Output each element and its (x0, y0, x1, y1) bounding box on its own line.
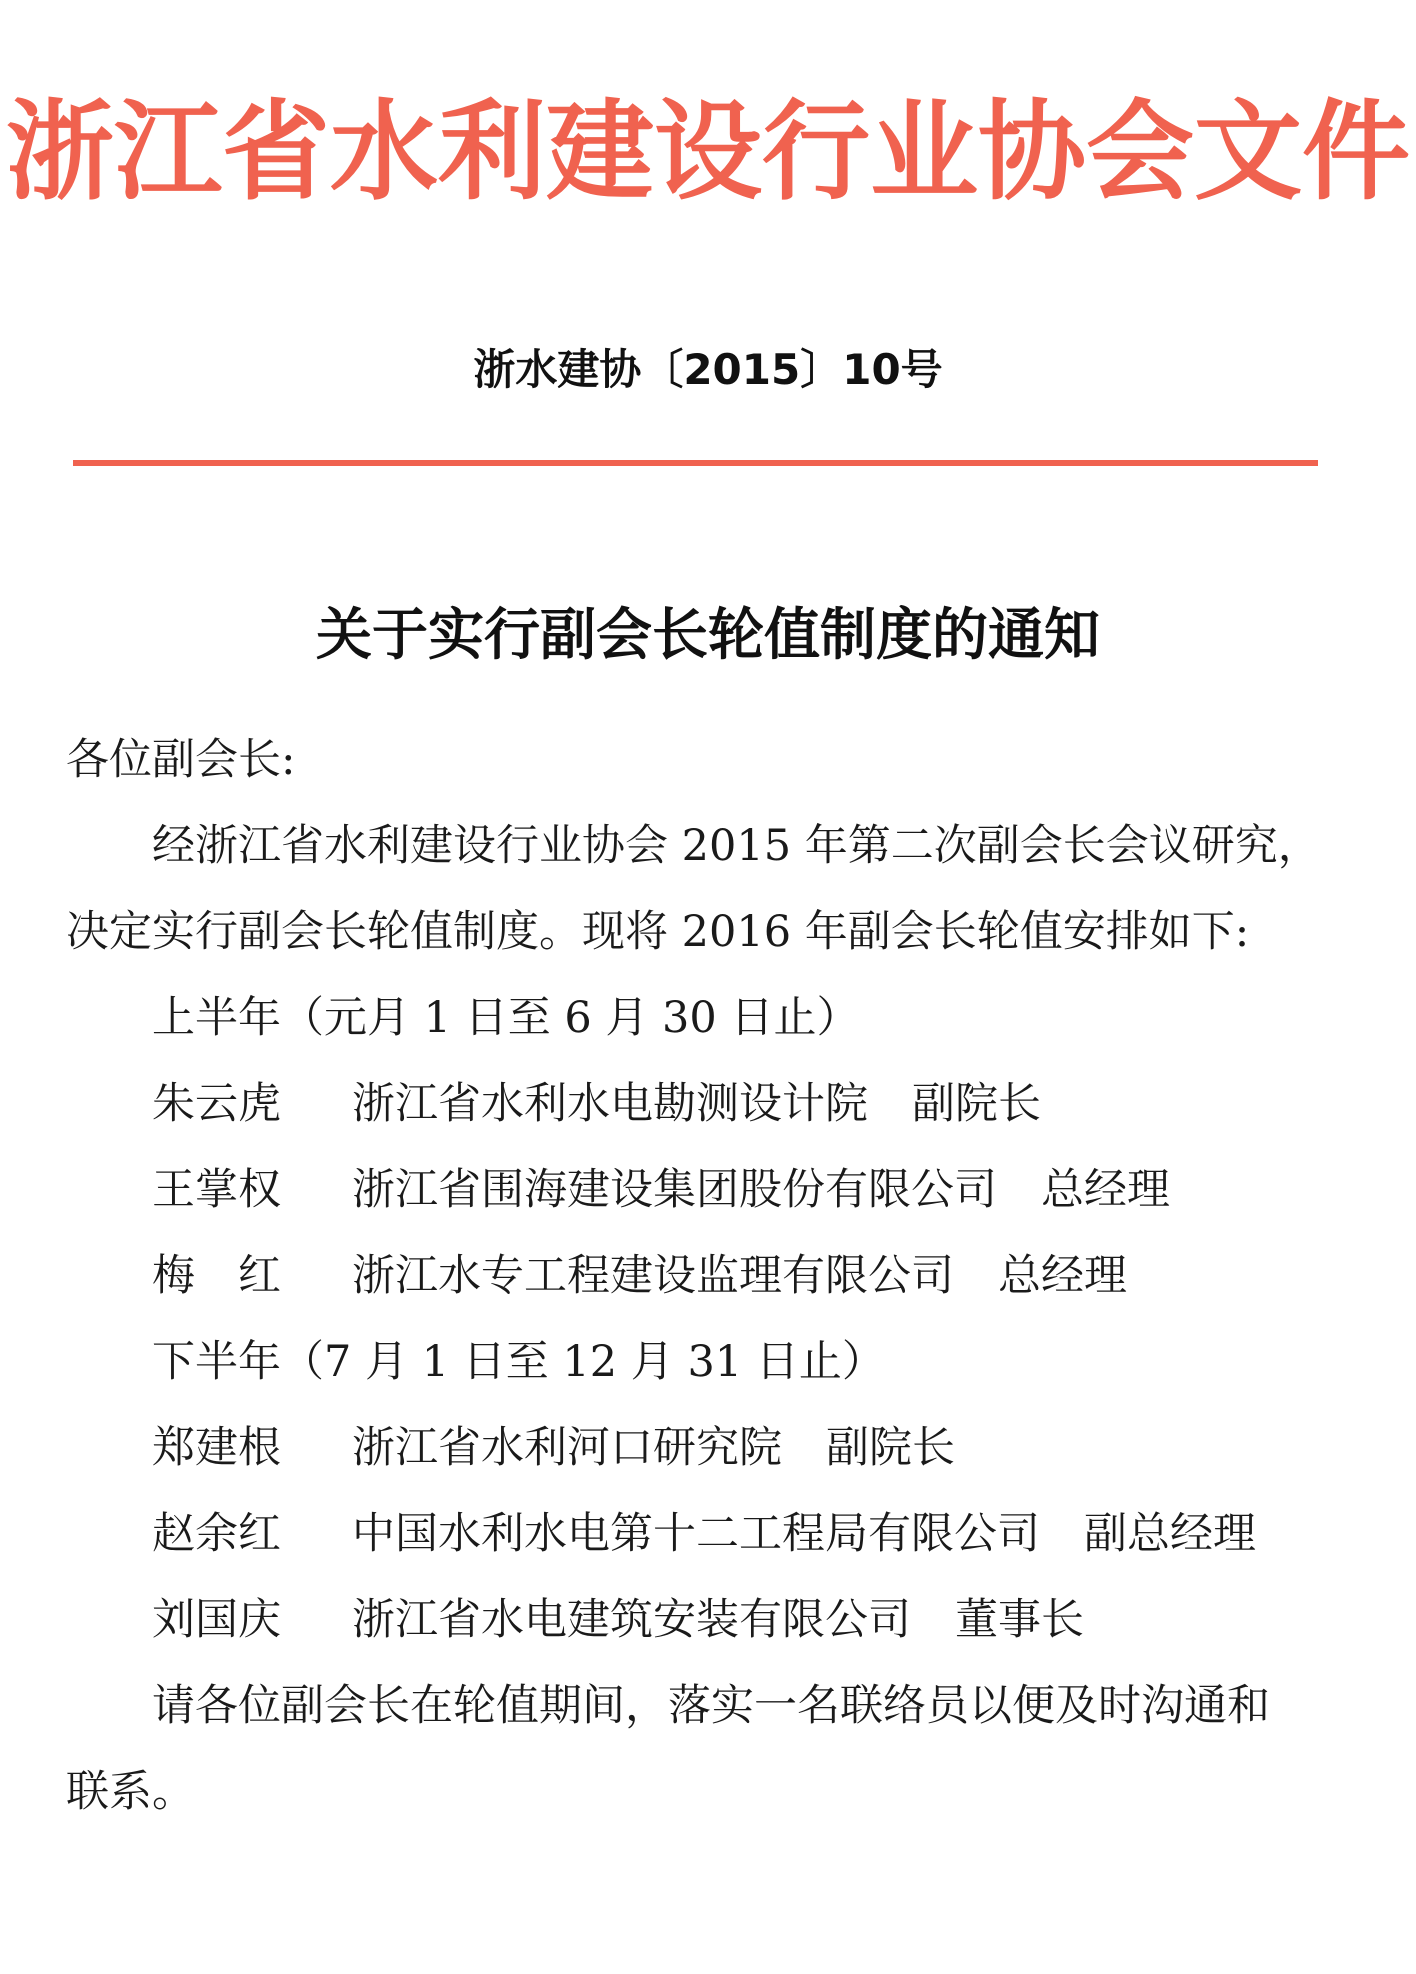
member-position: 副院长 (912, 1079, 1041, 1129)
roster-row (152, 1418, 955, 1478)
member-position: 董事长 (955, 1595, 1084, 1645)
organization-header: 浙江省水利建设行业协会文件 (5, 90, 1410, 215)
second-half-heading: 下半年（7 月 1 日至 12 月 31 日止） (152, 1337, 885, 1387)
roster-row (152, 1160, 1170, 1220)
first-half-heading: 上半年（元月 1 日至 6 月 30 日止） (152, 993, 860, 1043)
member-company: 浙江省水利水电勘测设计院 (352, 1079, 868, 1129)
member-company: 浙江水专工程建设监理有限公司 (352, 1251, 954, 1301)
member-name: 朱云虎 (152, 1079, 281, 1129)
member-company: 中国水利水电第十二工程局有限公司 (352, 1509, 1040, 1559)
member-name: 王掌权 (152, 1165, 281, 1215)
roster-row (152, 1246, 1127, 1306)
red-divider-line (73, 460, 1318, 466)
intro-line-2: 决定实行副会长轮值制度。现将 2016 年副会长轮值安排如下: (66, 907, 1250, 957)
document-number: 浙水建协〔2015〕10号 (473, 345, 943, 394)
member-position: 副总经理 (1084, 1509, 1256, 1559)
member-position: 副院长 (826, 1423, 955, 1473)
member-name: 梅 红 (152, 1251, 281, 1301)
salutation: 各位副会长: (66, 735, 296, 785)
roster-row (152, 1590, 1084, 1650)
closing-line-2: 联系。 (66, 1767, 195, 1817)
roster-row (152, 1074, 1041, 1134)
member-position: 总经理 (1041, 1165, 1170, 1215)
member-name: 刘国庆 (152, 1595, 281, 1645)
member-company: 浙江省水电建筑安装有限公司 (352, 1595, 911, 1645)
closing-line-1: 请各位副会长在轮值期间，落实一名联络员以便及时沟通和 (152, 1681, 1270, 1731)
member-name: 郑建根 (152, 1423, 281, 1473)
intro-line-1: 经浙江省水利建设行业协会 2015 年第二次副会长会议研究， (152, 821, 1321, 871)
roster-row (152, 1504, 1256, 1564)
member-company: 浙江省水利河口研究院 (352, 1423, 782, 1473)
member-company: 浙江省围海建设集团股份有限公司 (352, 1165, 997, 1215)
member-position: 总经理 (998, 1251, 1127, 1301)
notice-title: 关于实行副会长轮值制度的通知 (316, 603, 1100, 668)
member-name: 赵余红 (152, 1509, 281, 1559)
